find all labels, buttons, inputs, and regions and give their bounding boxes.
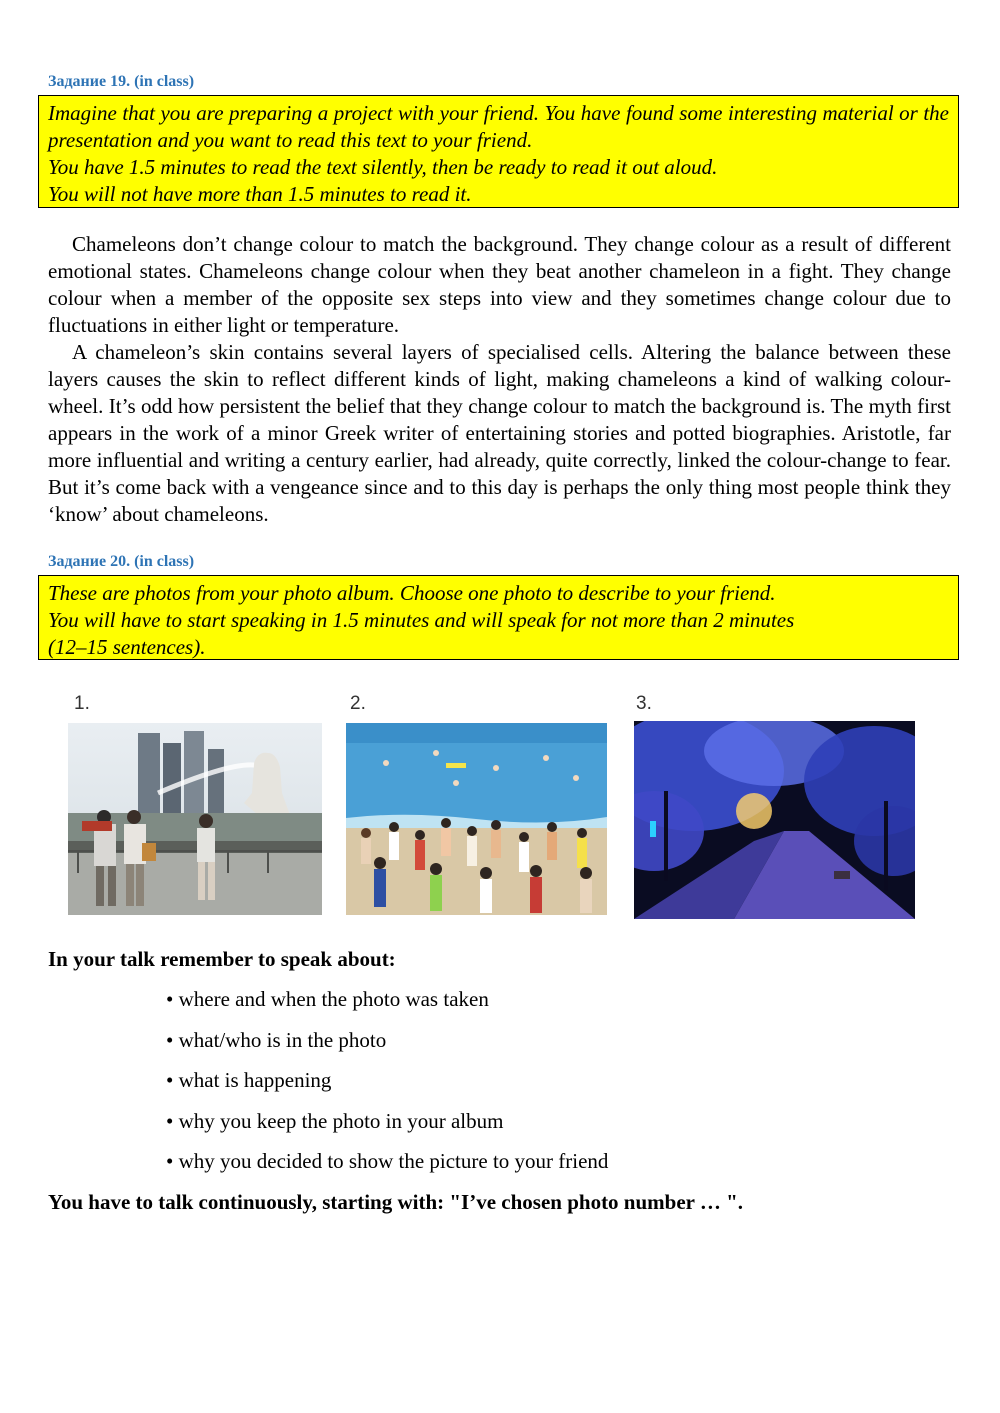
closing-instruction: You have to talk continuously, starting with: "I’ve chosen photo number … ". xyxy=(48,1190,744,1214)
task20-instruction-box xyxy=(38,575,959,660)
task20-instruction-line: You will have to start speaking in 1.5 minutes and will speak for not more than 2 minutes xyxy=(48,608,795,632)
photo-2-label: 2. xyxy=(350,693,366,714)
talk-point: • why you keep the photo in your album xyxy=(166,1108,504,1133)
talk-point: • where and when the photo was taken xyxy=(166,987,489,1011)
task19-instruction-box xyxy=(38,95,959,208)
reading-paragraph: A chameleon’s skin contains several layers of specialised cells. Altering the balance between these layers causes the skin to reflect different kinds of light, making chameleons a kind of walking colour-wheel. It’s odd how persistent the belief that they change colour to match the background is. The myth first appears in the work of a minor Greek writer of entertaining stories and potted biographies. Aristotle, far more influential and writing a century earlier, had already, quite correctly, linked the colour-change to fear. But it’s come back with a vengeance since and to this day is perhaps the only thing most people think they ‘know’ about chameleons. xyxy=(48,340,951,526)
talk-point: • what is happening xyxy=(166,1068,332,1092)
talk-points-list xyxy=(166,984,608,1187)
talk-point: • what/who is in the photo xyxy=(166,1027,387,1052)
task19-instruction-line: Imagine that you are preparing a project with your friend. You have found some interesting material or the presentation and you want to read this text to your friend. xyxy=(48,101,949,152)
talk-point: • why you decided to show the picture to your friend xyxy=(166,1149,609,1173)
task20-instruction-line: These are photos from your photo album. Choose one photo to describe to your friend. xyxy=(48,581,776,605)
crowded-beach-photo xyxy=(346,723,607,915)
task19-instruction-line: You will not have more than 1.5 minutes to read it. xyxy=(48,182,472,206)
reading-paragraph: Chameleons don’t change colour to match the background. They change colour as a result of different emotional states. Chameleons change colour when they beat another chameleon in a fight. They change colour when a member of the opposite sex steps into view and they sometimes change colour due to fluctuations in either light or temperature. xyxy=(48,232,951,337)
remember-heading: In your talk remember to speak about: xyxy=(48,947,396,971)
task19-heading: Задание 19. (in class) xyxy=(48,73,195,90)
task20-instruction-line: (12–15 sentences). xyxy=(48,635,206,659)
task20-heading: Задание 20. (in class) xyxy=(48,553,195,570)
merlion-waterfront-photo xyxy=(68,723,322,915)
photo-1-label: 1. xyxy=(74,693,90,714)
photo-3-label: 3. xyxy=(636,693,652,714)
night-blue-tree-avenue-photo xyxy=(634,721,915,919)
task19-instruction-line: You have 1.5 minutes to read the text silently, then be ready to read it out aloud. xyxy=(48,155,718,179)
chameleon-reading-text xyxy=(48,231,951,528)
